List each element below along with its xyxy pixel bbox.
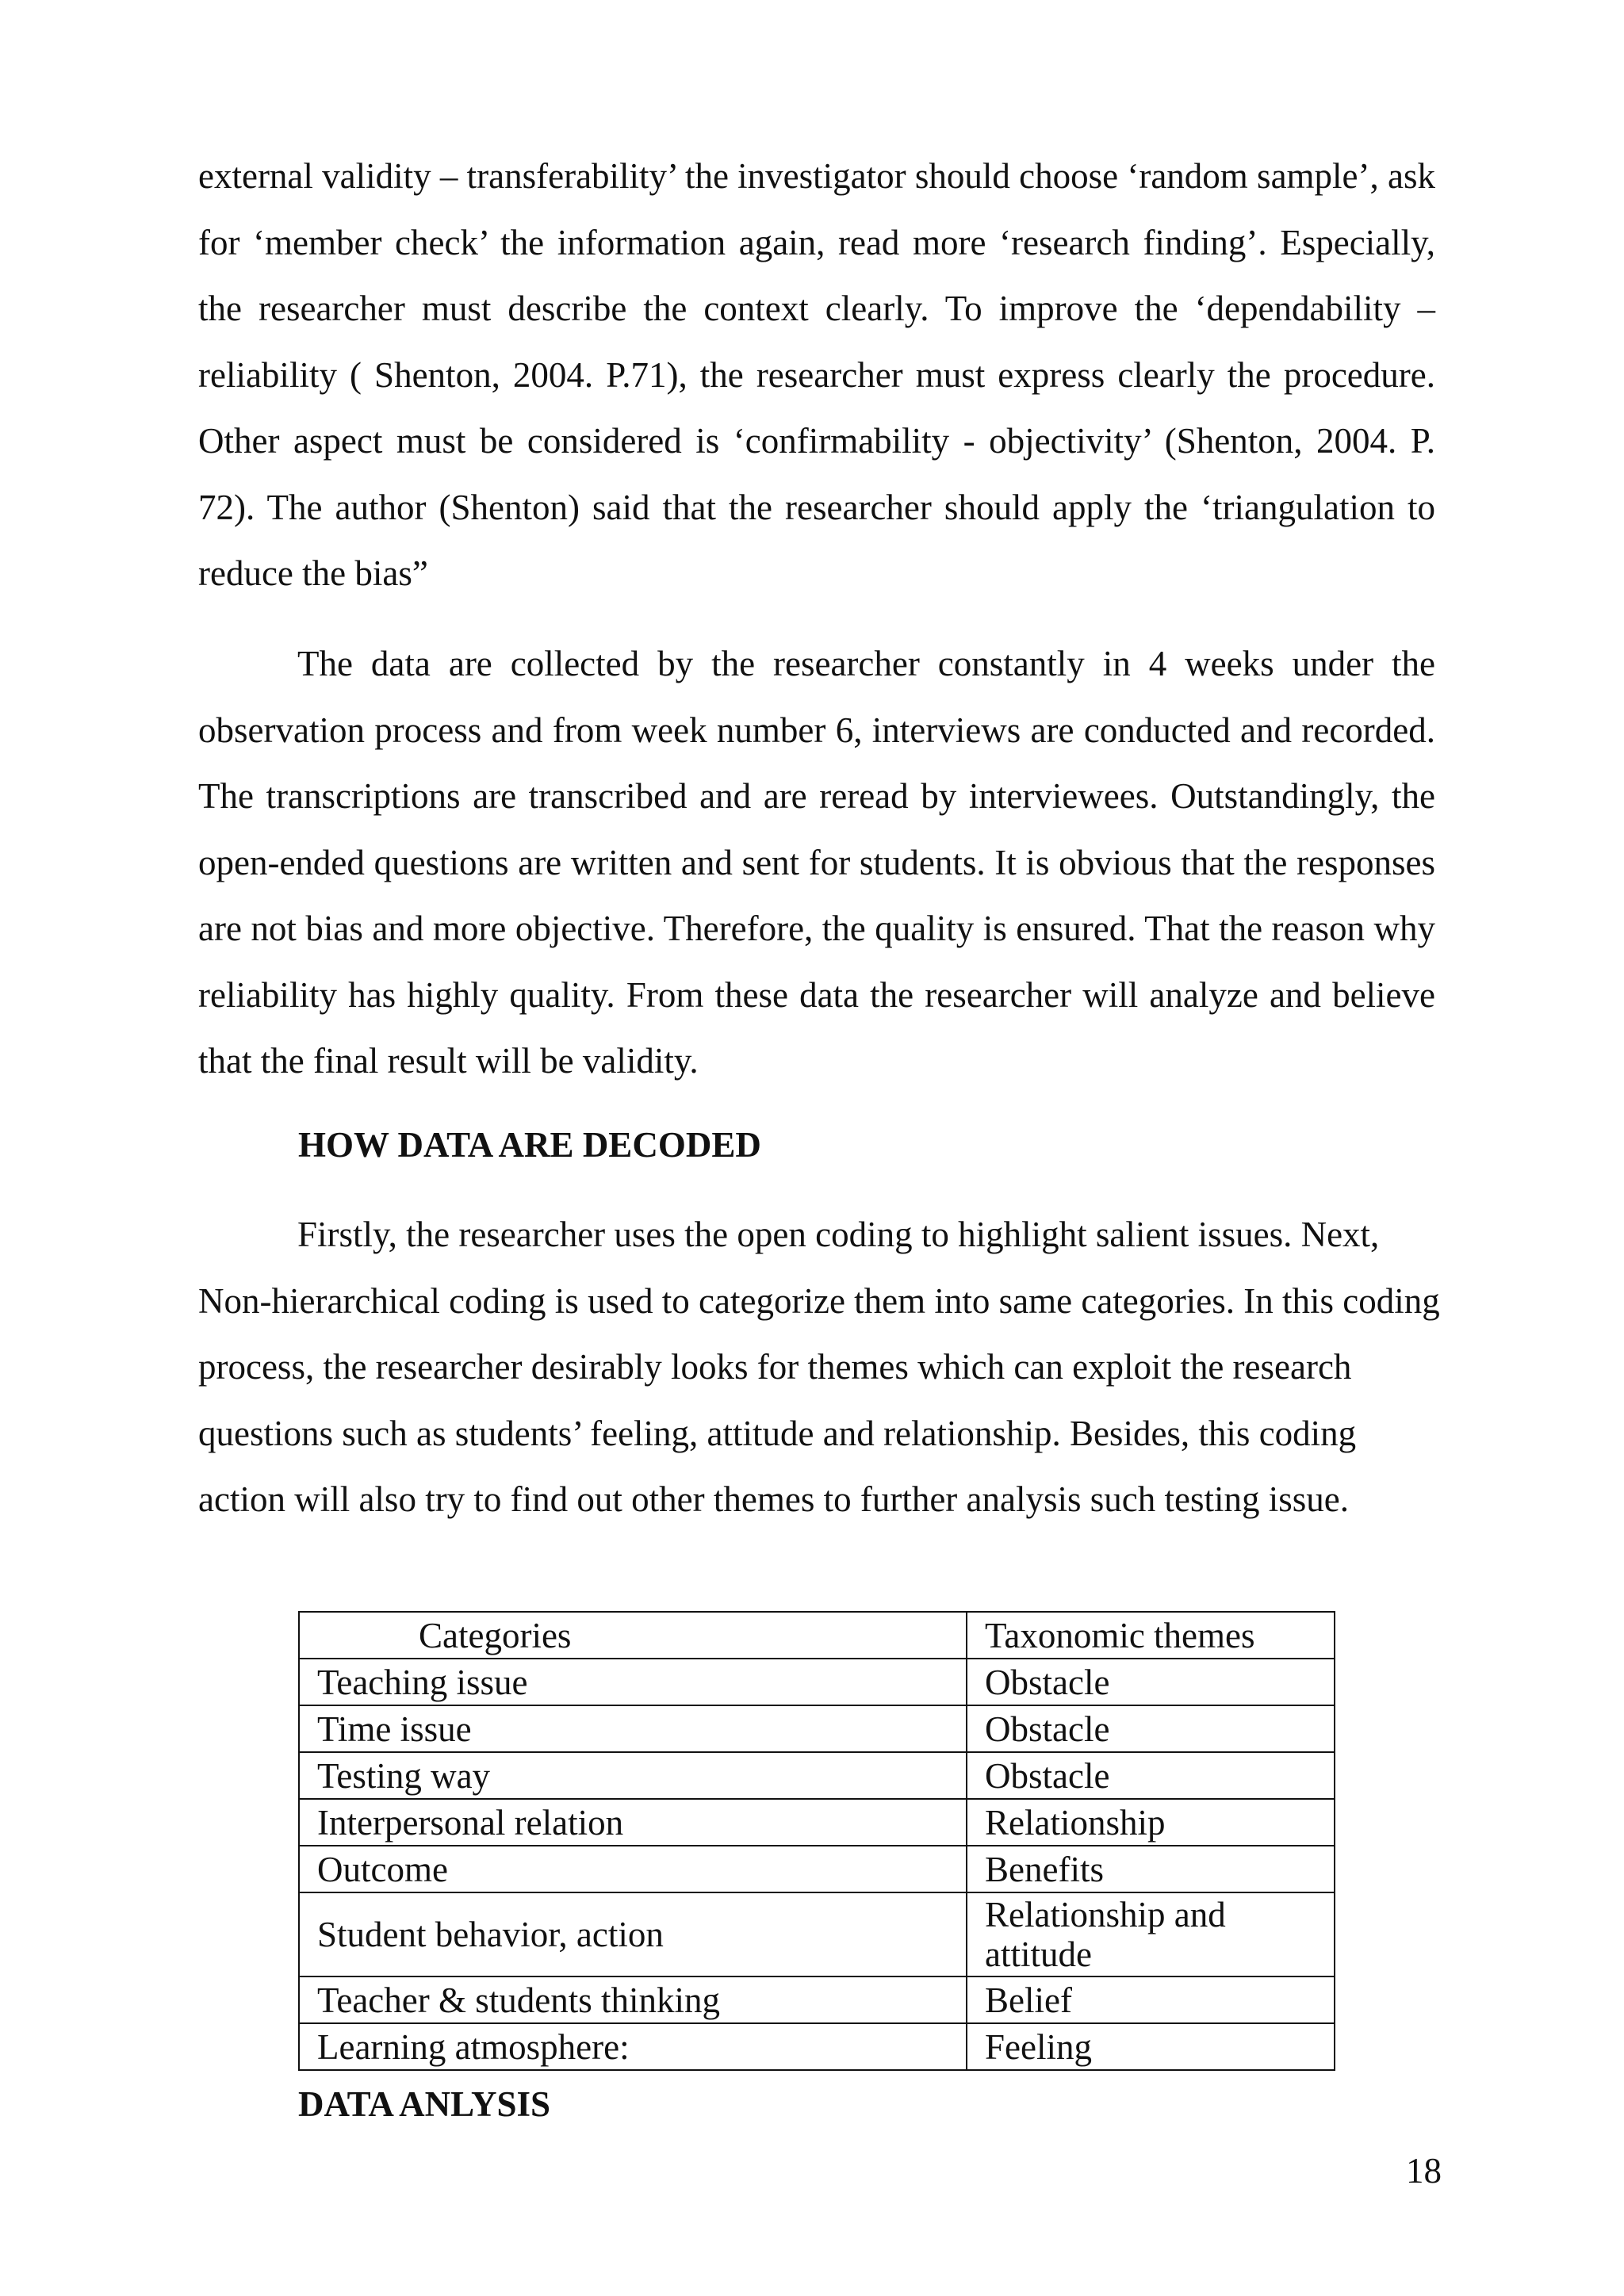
paragraph-validity: external validity – transferability’ the investigator should choose ‘random sample’, ask for ‘member check’ the information again, read more ‘research finding’. Especially, the researcher must describe the context clearly. To improve the ‘dependability –reliability ( Shenton, 2004. P.71), the researcher must express clearly the procedure. Other aspect must be considered is ‘confirmability - objectivity’ (Shenton, 2004. P. 72). The author (Shenton) said that the researcher should apply the ‘triangulation to reduce the bias” [198, 156, 1435, 593]
table-cell-theme: Belief [967, 1976, 1335, 2023]
table-row [299, 1752, 1335, 1799]
section-heading-analysis: DATA ANLYSIS [298, 2084, 551, 2124]
table-row [299, 1705, 1335, 1752]
section-heading-decoded: HOW DATA ARE DECODED [298, 1125, 761, 1165]
table-cell-theme: Feeling [967, 2023, 1335, 2070]
table-cell-category: Outcome [299, 1846, 967, 1892]
table-cell-theme: Obstacle [967, 1752, 1335, 1799]
table-cell-category: Teacher & students thinking [299, 1976, 967, 2023]
paragraph-data-collection: The data are collected by the researcher constantly in 4 weeks under the observation process and from week number 6, interviews are conducted and recorded. The transcriptions are transcribed and are reread by interviewees. Outstandingly, the open-ended questions are written and sent for students. It is obvious that the responses are not bias and more objective. Therefore, the quality is ensured. That the reason why reliability has highly quality. From these data the researcher will analyze and believe that the final result will be validity. [198, 644, 1435, 1081]
table-cell-theme: Relationship and attitude [967, 1892, 1335, 1976]
table-cell-theme: Benefits [967, 1846, 1335, 1892]
paragraph-coding: Firstly, the researcher uses the open coding to highlight salient issues. Next, Non-hierarchical coding is used to categorize them into same categories. In this coding process, the researcher desirably looks for themes which can exploit the research questions such as students’ feeling, attitude and relationship. Besides, this coding action will also try to find out other themes to further analysis such testing issue. [198, 1215, 1440, 1519]
table-cell-category: Learning atmosphere: [299, 2023, 967, 2070]
table-cell-category: Teaching issue [299, 1659, 967, 1705]
table-cell-theme: Obstacle [967, 1659, 1335, 1705]
table-cell-category: Testing way [299, 1752, 967, 1799]
themes-table [298, 1611, 1335, 2071]
table-cell-category: Time issue [299, 1705, 967, 1752]
table-header-row [299, 1612, 1335, 1659]
table-cell-category: Interpersonal relation [299, 1799, 967, 1846]
table-header-categories: Categories [299, 1612, 967, 1659]
table-header-themes: Taxonomic themes [967, 1612, 1335, 1659]
table-row [299, 1799, 1335, 1846]
table-cell-theme: Relationship [967, 1799, 1335, 1846]
table-row [299, 2023, 1335, 2070]
table-row [299, 1892, 1335, 1976]
table-row [299, 1976, 1335, 2023]
table-row [299, 1846, 1335, 1892]
page-number: 18 [1406, 2151, 1442, 2191]
table-cell-theme: Obstacle [967, 1705, 1335, 1752]
table-cell-category: Student behavior, action [299, 1892, 967, 1976]
table-row [299, 1659, 1335, 1705]
